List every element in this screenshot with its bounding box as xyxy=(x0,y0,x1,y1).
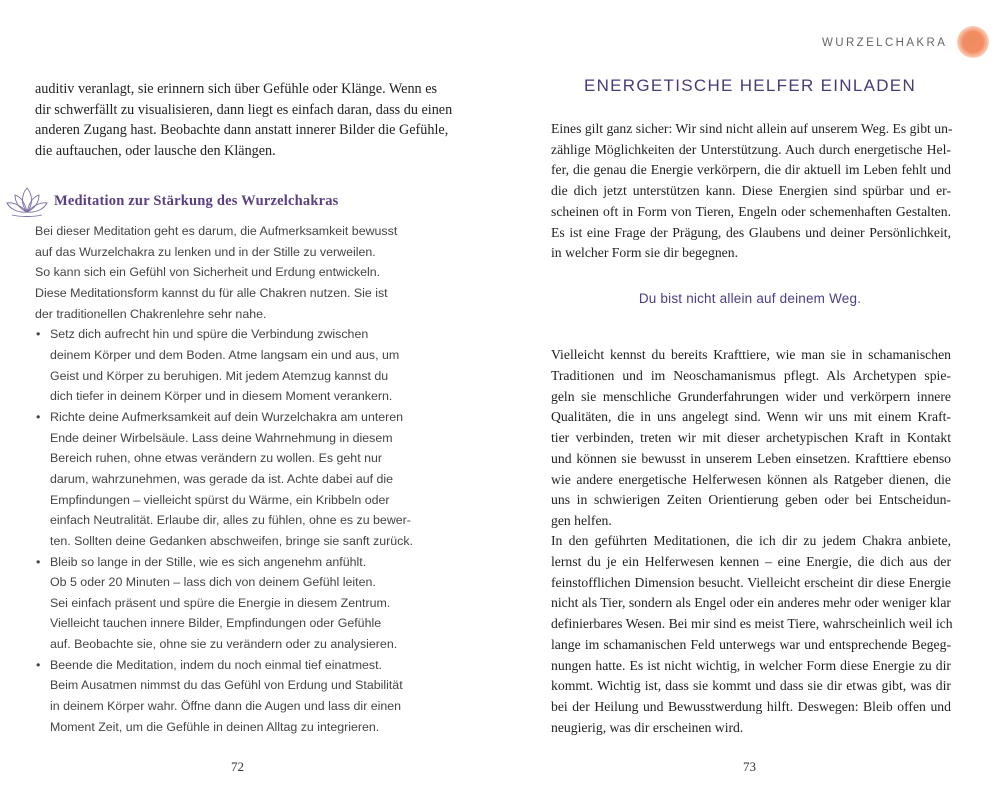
paragraph-line: tier verbinden, treten wir mit dieser archetypischen Kraft in Kontakt xyxy=(551,430,951,445)
intro-line: auditiv veranlagt, sie erinnern sich über Gefühle oder Klänge. Wenn es xyxy=(35,81,438,97)
list-item-line: in deinem Körper wahr. Öffne dann die Augen und lass dir einen xyxy=(50,699,402,714)
list-item-line: Sei einfach präsent und spüre die Energie in diesem Zentrum. xyxy=(50,595,391,610)
list-item-line: Ende deiner Wirbelsäule. Lass deine Wahrnehmung in diesem xyxy=(50,430,393,445)
page-title: ENERGETISCHE HELFER EINLADEN xyxy=(583,76,917,95)
paragraph-line: Es ist eine Frage der Prägung, des Glaubens und deiner Persönlichkeit, xyxy=(551,224,951,240)
list-item-line: darum, wahrzunehmen, was gerade da ist. Achte dabei auf die xyxy=(50,471,394,486)
list-item-line: Vielleicht tauchen innere Bilder, Empfindungen oder Gefühle xyxy=(50,616,382,631)
paragraph-line: wie andere energetische Helferwesen können als Ratgeber dienen, die xyxy=(551,471,951,487)
paragraph-line: Traditionen und im Neoschamanismus pflegt. Als Archetypen spie- xyxy=(551,367,951,383)
right-page xyxy=(500,0,1000,800)
paragraph-2 xyxy=(551,345,951,532)
intro-line: dir schwerfällt zu visualisieren, dann liegt es einfach daran, dass du einen xyxy=(35,101,453,118)
meditation-steps-list xyxy=(35,324,455,737)
paragraph-line: in welcher Form sie dir begegnen. xyxy=(551,245,739,261)
paragraph-line: lernst du je ein Helferwesen kennen – eine Energie, die dich aus der xyxy=(551,553,951,569)
list-item-line: Moment Zeit, um die Gefühle in deinen Alltag zu integrieren. xyxy=(50,719,380,734)
paragraph-line: definierbares Wesen. Bei mir sind es meist Tiere, wahrscheinlich weil ich xyxy=(551,616,953,631)
list-item-line: Bereich ruhen, ohne etwas verändern zu wollen. Es geht nur xyxy=(50,451,382,466)
list-item-line: Ob 5 oder 20 Minuten – lass dich von deinem Gefühl leiten. xyxy=(50,575,376,590)
meditation-intro-line: So kann sich ein Gefühl von Sicherheit und Erdung entwickeln. xyxy=(35,265,381,280)
paragraph-line: kommt. Wichtig ist, dass sie kommt und dass sie dir etwas gibt, was dir xyxy=(551,678,951,694)
lotus-icon xyxy=(4,184,50,220)
list-item-line: Empfindungen – vielleicht spürst du Wärme, ein Kribbeln oder xyxy=(50,492,390,507)
sun-icon xyxy=(957,26,989,58)
paragraph-line: Qualitäten, die in uns angelegt sind. Wenn wir uns mit einem Kraft- xyxy=(551,409,951,425)
list-item-line: einfach Neutralität. Erlaube dir, alles zu fühlen, ohne es zu bewer- xyxy=(50,513,411,528)
paragraph-line: die dich jetzt unterstützen kann. Diese Energien sind spürbar und er- xyxy=(551,183,951,199)
paragraph-line: nicht als Tier, sondern als Engel oder ein anderes mehr oder weniger klar xyxy=(551,595,951,611)
list-item-line: dich tiefer in deinem Körper und in diesem Moment verankern. xyxy=(50,389,393,404)
bullet: • xyxy=(36,409,41,424)
list-item xyxy=(35,655,455,738)
bullet: • xyxy=(36,657,41,672)
pull-quote: Du bist nicht allein auf deinem Weg. xyxy=(638,291,862,306)
meditation-intro-line: Diese Meditationsform kannst du für alle Chakren nutzen. Sie ist xyxy=(35,285,388,300)
paragraph-line: scheinen oft in Form von Tieren, Engeln oder schemenhaften Gestalten. xyxy=(551,203,951,219)
paragraph-line: gen helfen. xyxy=(551,513,612,528)
list-item-line: Beende die Meditation, indem du noch einmal tief einatmest. xyxy=(50,657,382,672)
intro-paragraph xyxy=(35,79,455,161)
meditation-intro-line: Bei dieser Meditation geht es darum, die Aufmerksamkeit bewusst xyxy=(35,224,398,238)
paragraph-line: uns in schwierigen Zeiten Orientierung geben oder bei Entscheidun- xyxy=(551,492,951,508)
paragraph-line: feinstofflichen Dimension besucht. Vielleicht erscheint dir diese Energie xyxy=(551,574,951,590)
list-item-line: deinem Körper und dem Boden. Atme langsam ein und aus, um xyxy=(50,347,400,362)
paragraph-3 xyxy=(551,531,951,739)
list-item xyxy=(35,552,455,655)
list-item-line: ten. Sollten deine Gedanken abschweifen, bringe sie sanft zurück. xyxy=(50,533,413,548)
intro-line: die auftauchen, oder lausche den Klängen. xyxy=(35,142,276,159)
paragraph-line: zählige Möglichkeiten der Unterstützung. Auch durch energetische Hel- xyxy=(551,141,951,157)
paragraph-line: geln sie menschliche Grunderfahrungen wider und verkörpern innere xyxy=(551,388,951,404)
section-heading: Meditation zur Stärkung des Wurzelchakras xyxy=(54,193,339,209)
page-number-left: 72 xyxy=(231,759,244,774)
paragraph-line: Vielleicht kennst du bereits Krafttiere, wie man sie in schamanischen xyxy=(551,347,951,362)
list-item-line: Richte deine Aufmerksamkeit auf dein Wurzelchakra am unteren xyxy=(50,409,404,424)
paragraph-line: bei der Heilung und Bewusstwerdung hilft. Deswegen: Bleib offen und xyxy=(551,699,951,714)
paragraph-line: nungen hatte. Es ist nicht wichtig, in welcher Form diese Energie zu dir xyxy=(551,657,951,673)
paragraph-line: fer, die genau die Energie verkörpern, die dir aktuell im Leben fehlt und xyxy=(551,162,951,178)
paragraph-line: lange im schamanischen Feld unterwegs war und entsprechende Begeg- xyxy=(551,636,951,652)
meditation-intro-line: der traditionellen Chakrenlehre sehr nahe. xyxy=(35,306,267,321)
list-item-line: Geist und Körper zu beruhigen. Mit jedem Atemzug kannst du xyxy=(50,368,389,383)
list-item-line: auf. Beobachte sie, ohne sie zu verändern oder zu analysieren. xyxy=(50,637,398,652)
list-item-line: Beim Ausatmen nimmst du das Gefühl von Erdung und Stabilität xyxy=(50,678,403,693)
list-item-line: Bleib so lange in der Stille, wie es sich angenehm anfühlt. xyxy=(50,554,367,569)
paragraph-line: In den geführten Meditationen, die ich dir zu jedem Chakra anbiete, xyxy=(551,533,951,548)
meditation-body xyxy=(35,221,455,737)
intro-line: anderen Zugang hast. Beobachte dann anstatt innerer Bilder die Gefühle, xyxy=(35,122,449,139)
bullet: • xyxy=(36,554,41,569)
list-item-line: Setz dich aufrecht hin und spüre die Verbindung zwischen xyxy=(50,327,369,342)
list-item xyxy=(35,324,455,407)
paragraph-line: neugierig, was dir erscheinen wird. xyxy=(551,719,744,735)
paragraph-line: und können sie bewusst in unserem Leben einsetzen. Krafttiere ebenso xyxy=(551,450,951,466)
page-number-right: 73 xyxy=(743,759,756,774)
running-head: WURZELCHAKRA xyxy=(822,37,948,49)
bullet: • xyxy=(36,327,41,342)
paragraph-1 xyxy=(551,119,951,264)
paragraph-line: Eines gilt ganz sicher: Wir sind nicht allein auf unserem Weg. Es gibt un- xyxy=(551,121,953,136)
meditation-intro-line: auf das Wurzelchakra zu lenken und in der Stille zu verweilen. xyxy=(35,244,376,259)
list-item xyxy=(35,407,455,552)
